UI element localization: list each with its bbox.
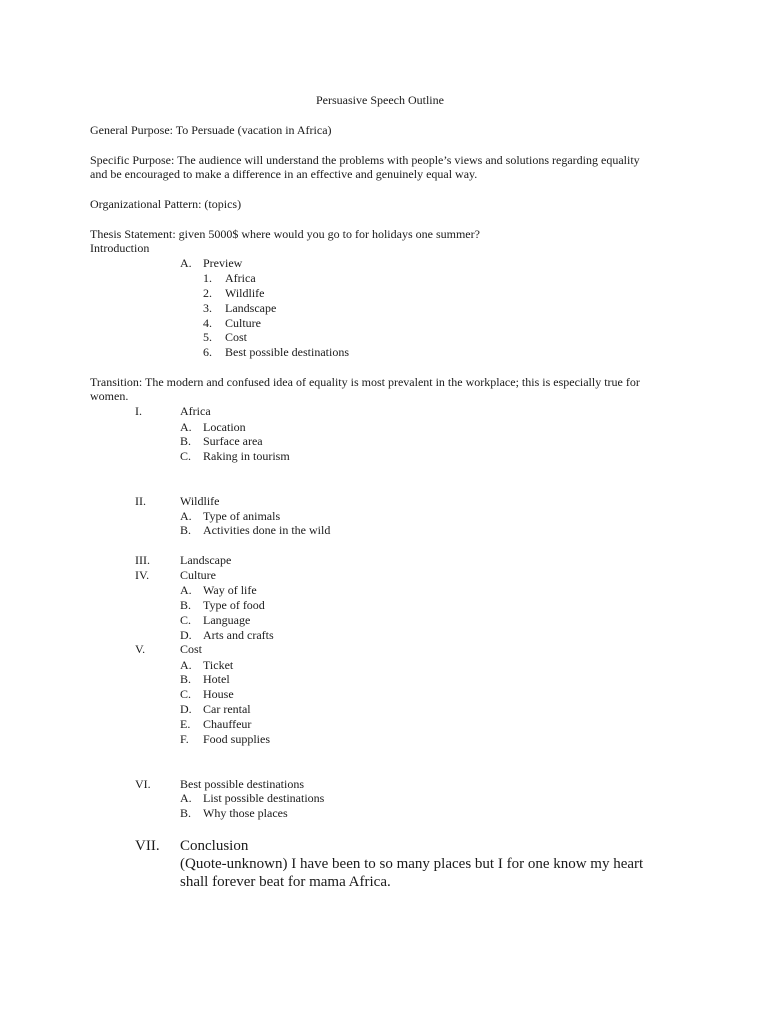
section-item-letter: C. (180, 613, 192, 627)
specific-purpose-line-2: and be encouraged to make a difference in an effective and genuinely equal way. (90, 167, 478, 181)
preview-item-number: 1. (203, 271, 212, 285)
specific-purpose-line-1: Specific Purpose: The audience will understand the problems with people’s views and solutions regarding equality (90, 153, 640, 167)
section-item-text: Language (203, 613, 251, 627)
preview-item-text: Best possible destinations (225, 345, 349, 359)
section-item-text: List possible destinations (203, 791, 325, 805)
section-item-letter: A. (180, 509, 192, 523)
preview-item-text: Landscape (225, 301, 277, 315)
section-title: Culture (180, 568, 216, 582)
section-item-text: Chauffeur (203, 717, 252, 731)
section-item-text: House (203, 687, 234, 701)
thesis-statement: Thesis Statement: given 5000$ where would you go to for holidays one summer? (90, 227, 480, 241)
section-item-text: Hotel (203, 672, 230, 686)
organizational-pattern: Organizational Pattern: (topics) (90, 197, 242, 211)
section-item-letter: A. (180, 791, 192, 805)
preview-label: Preview (203, 256, 243, 270)
preview-item-number: 6. (203, 345, 212, 359)
section-title: Best possible destinations (180, 777, 304, 791)
section-item-text: Type of food (203, 598, 265, 612)
section-item-letter: E. (180, 717, 191, 731)
section-item-letter: A. (180, 583, 192, 597)
preview-letter: A. (180, 256, 192, 270)
section-item-letter: B. (180, 598, 192, 612)
conclusion-quote-line-1: (Quote-unknown) I have been to so many places but I for one know my heart (180, 856, 644, 872)
document-title: Persuasive Speech Outline (316, 93, 444, 107)
section-item-text: Surface area (203, 434, 263, 448)
section-item-letter: B. (180, 672, 192, 686)
section-item-text: Food supplies (203, 732, 271, 746)
section-title: Cost (180, 642, 203, 656)
section-item-text: Activities done in the wild (203, 523, 331, 537)
section-item-letter: A. (180, 420, 192, 434)
section-title: Africa (180, 404, 211, 418)
section-numeral: II. (135, 494, 146, 508)
transition-line-1: Transition: The modern and confused idea of equality is most prevalent in the workplace; this is especially true for (90, 375, 640, 389)
section-title: Landscape (180, 553, 232, 567)
section-item-text: Car rental (203, 702, 251, 716)
section-item-letter: B. (180, 434, 192, 448)
section-item-letter: F. (180, 732, 189, 746)
section-item-text: Ticket (203, 658, 234, 672)
section-item-text: Arts and crafts (203, 628, 274, 642)
section-numeral: I. (135, 404, 142, 418)
section-item-letter: C. (180, 449, 192, 463)
conclusion-numeral: VII. (135, 838, 160, 854)
section-item-text: Type of animals (203, 509, 281, 523)
section-item-text: Why those places (203, 806, 288, 820)
section-item-text: Way of life (203, 583, 257, 597)
section-numeral: III. (135, 553, 150, 567)
general-purpose: General Purpose: To Persuade (vacation in Africa) (90, 123, 332, 137)
section-item-letter: B. (180, 523, 192, 537)
section-item-letter: D. (180, 702, 192, 716)
section-item-letter: B. (180, 806, 192, 820)
section-item-letter: A. (180, 658, 192, 672)
section-numeral: VI. (135, 777, 151, 791)
section-numeral: IV. (135, 568, 150, 582)
preview-item-number: 5. (203, 330, 212, 344)
conclusion-title: Conclusion (180, 838, 249, 854)
preview-item-number: 3. (203, 301, 212, 315)
preview-item-text: Wildlife (225, 286, 265, 300)
preview-item-text: Culture (225, 316, 261, 330)
section-title: Wildlife (180, 494, 220, 508)
preview-item-text: Cost (225, 330, 248, 344)
section-item-text: Raking in tourism (203, 449, 290, 463)
section-item-text: Location (203, 420, 246, 434)
preview-item-text: Africa (225, 271, 256, 285)
preview-item-number: 2. (203, 286, 212, 300)
section-item-letter: C. (180, 687, 192, 701)
preview-item-number: 4. (203, 316, 212, 330)
introduction-heading: Introduction (90, 241, 150, 255)
section-item-letter: D. (180, 628, 192, 642)
section-numeral: V. (135, 642, 146, 656)
conclusion-quote-line-2: shall forever beat for mama Africa. (180, 874, 391, 890)
transition-line-2: women. (90, 389, 129, 403)
